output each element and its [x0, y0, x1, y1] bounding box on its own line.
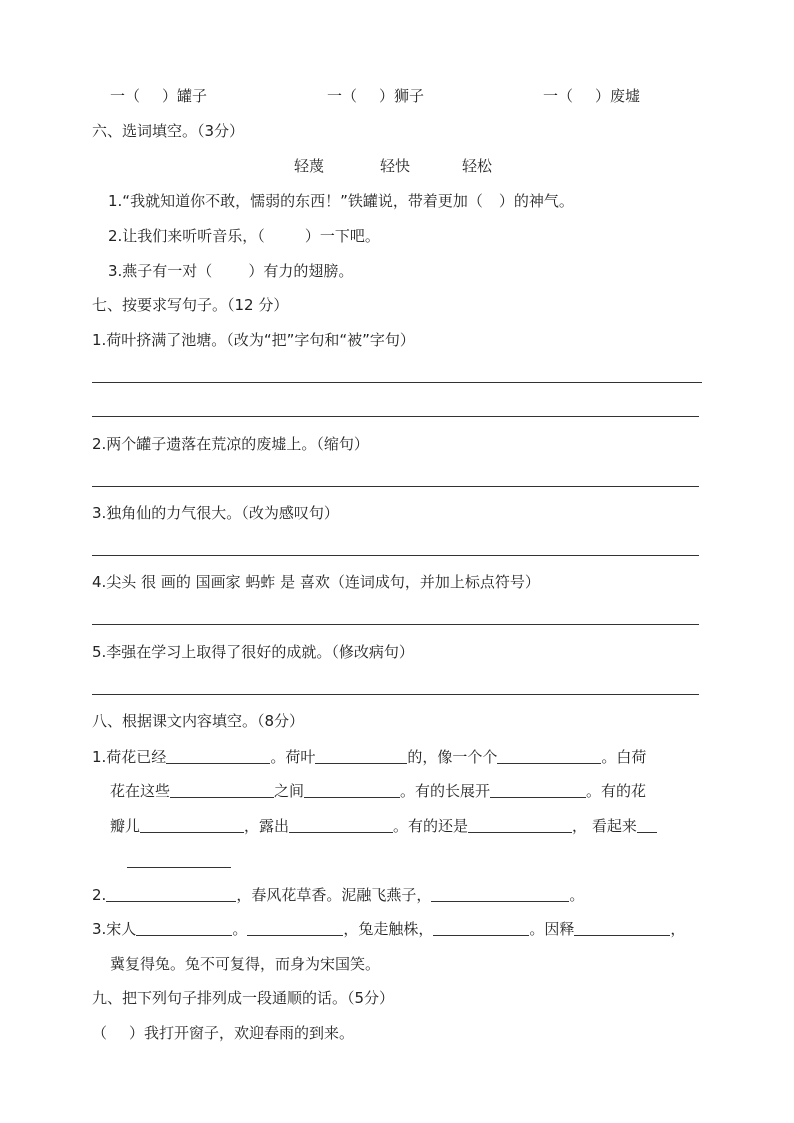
fill-blank-continued[interactable]	[127, 867, 231, 868]
word-1: 轻蔑	[294, 157, 325, 175]
fill-blank[interactable]	[170, 781, 274, 798]
section7-q2: 2.两个罐子遗落在荒凉的废墟上。（缩句）	[92, 435, 369, 453]
section7-q3: 3.独角仙的力气很大。（改为感叹句）	[92, 504, 339, 522]
section8-q3-line1: 3.宋人 。 ，兔走触株， 。因释 ，	[92, 920, 686, 938]
word-2: 轻快	[380, 157, 411, 175]
section8-p1-line1: 1.荷花已经 。荷叶 的，像一个个 。白荷	[92, 748, 647, 766]
fill-blank[interactable]	[490, 781, 586, 798]
section7-title: 七、按要求写句子。（12 分）	[92, 296, 289, 314]
section6-q3: 3.燕子有一对（ ）有力的翅膀。	[108, 262, 354, 280]
section6-q2: 2.让我们来听听音乐，（ ）一下吧。	[108, 227, 380, 245]
answer-line[interactable]	[92, 694, 699, 695]
section8-q3-line2: 冀复得兔。兔不可复得，而身为宋国笑。	[110, 955, 381, 973]
section8-p1-line3: 瓣儿 ，露出 。有的还是 ， 看起来	[110, 816, 657, 836]
section8-title: 八、根据课文内容填空。（8分）	[92, 712, 305, 730]
answer-line[interactable]	[92, 416, 699, 417]
fill-in-guanzi: 一（ ）罐子	[110, 87, 208, 105]
section7-q4: 4.尖头 很 画的 国画家 蚂蚱 是 喜欢（连词成句，并加上标点符号）	[92, 573, 540, 591]
fill-blank[interactable]	[433, 919, 529, 936]
section6-title: 六、选词填空。（3分）	[92, 122, 245, 140]
fill-blank[interactable]	[497, 747, 601, 764]
section8-p1-line2: 花在这些 之间 。有的长展开 。有的花	[110, 782, 647, 800]
section9-item1: （ ）我打开窗子，欢迎春雨的到来。	[92, 1024, 355, 1042]
fill-blank[interactable]	[166, 747, 270, 764]
answer-line[interactable]	[92, 486, 699, 487]
fill-blank[interactable]	[315, 747, 407, 764]
fill-in-shizi: 一（ ）狮子	[327, 87, 425, 105]
fill-blank[interactable]	[574, 919, 670, 936]
fill-blank[interactable]	[106, 885, 236, 902]
fill-in-feixu: 一（ ）废墟	[543, 87, 641, 105]
word-bank	[294, 156, 492, 176]
section6-q1: 1.“我就知道你不敢，懦弱的东西！”铁罐说，带着更加（ ）的神气。	[108, 192, 574, 210]
fill-blank[interactable]	[468, 816, 572, 833]
answer-line[interactable]	[92, 382, 702, 383]
answer-line[interactable]	[92, 555, 699, 556]
fill-blank[interactable]	[304, 781, 400, 798]
fill-blank[interactable]	[140, 816, 244, 833]
section7-q5: 5.李强在学习上取得了很好的成就。（修改病句）	[92, 643, 414, 661]
fill-blank[interactable]	[289, 816, 393, 833]
section9-title: 九、把下列句子排列成一段通顺的话。（5分）	[92, 989, 395, 1007]
fill-blank[interactable]	[637, 816, 657, 833]
word-3: 轻松	[462, 157, 493, 175]
section7-q1: 1.荷叶挤满了池塘。（改为“把”字句和“被”字句）	[92, 331, 415, 349]
fill-blank[interactable]	[136, 919, 232, 936]
answer-line[interactable]	[92, 624, 699, 625]
fill-blank[interactable]	[247, 919, 343, 936]
section8-q2: 2. ，春风花草香。泥融飞燕子， 。	[92, 886, 585, 904]
fill-blank[interactable]	[431, 885, 569, 902]
